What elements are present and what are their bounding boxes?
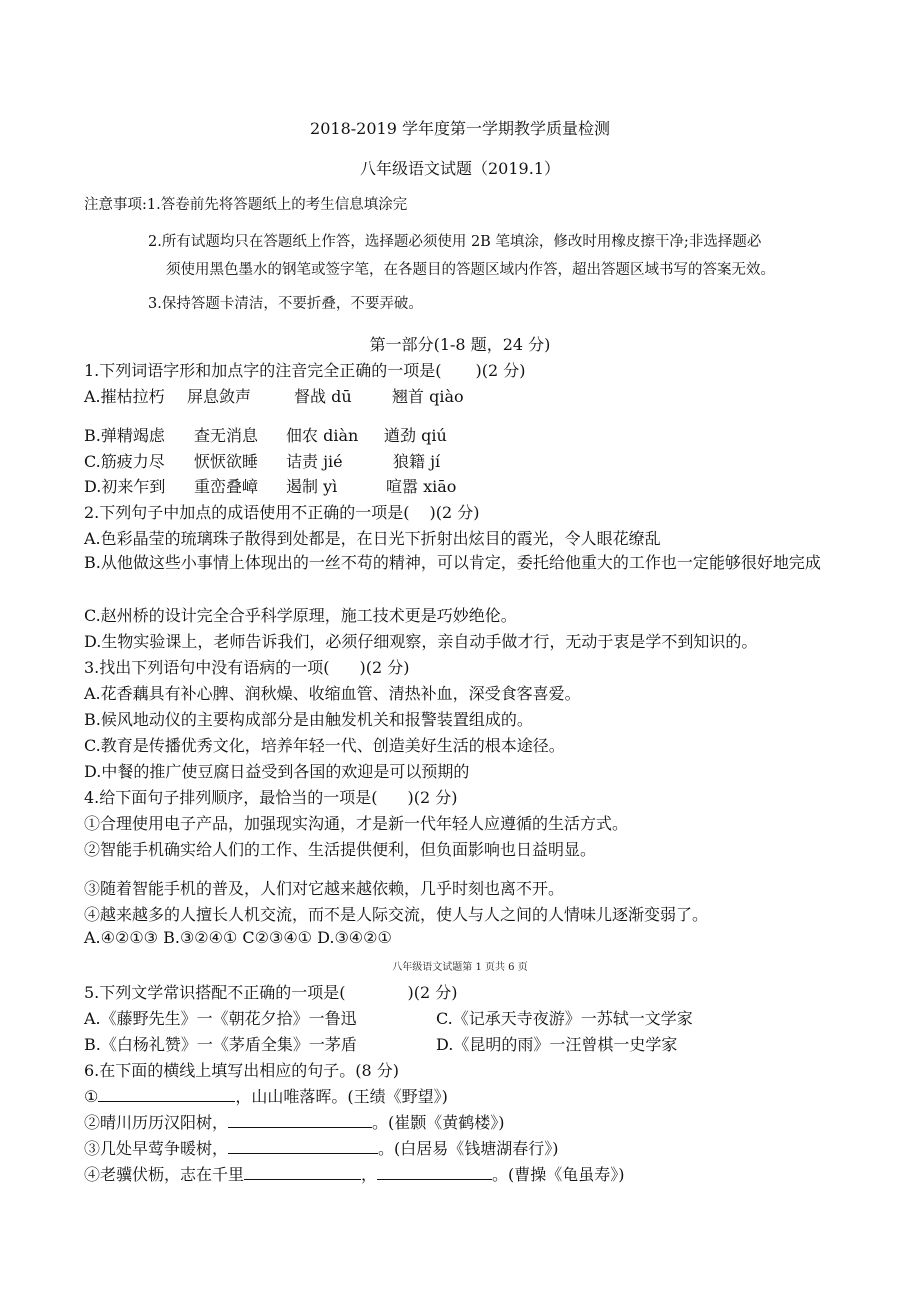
question-5-option-c: C.《记承天寺夜游》一苏轼一文学家: [436, 1009, 693, 1028]
question-2-stem: [84, 500, 480, 523]
question-1-option-a: [84, 384, 464, 407]
question-5-stem-text: 5.下列文学常识搭配不正确的一项是(: [84, 983, 346, 1002]
question-3-score: )(2 分): [359, 658, 410, 677]
question-2-option-a: A.色彩晶莹的琉璃珠子散得到处都是，在日光下折射出炫目的霞光，令人眼花缭乱: [84, 529, 661, 548]
section-heading: 第一部分(1-8 题，24 分): [369, 335, 551, 354]
option-word: B.弹精竭虑: [84, 426, 165, 445]
answer-blank[interactable]: [377, 1163, 492, 1180]
option-word: D.初来乍到: [84, 477, 166, 496]
question-1-score: )(2 分): [475, 361, 526, 380]
question-3-option-c: C.教育是传播优秀文化，培养年轻一代、创造美好生活的根本途径。: [84, 736, 565, 755]
question-5-stem: [84, 980, 458, 1003]
question-4-stem: [84, 785, 458, 808]
question-5-option-a: A.《藤野先生》一《朝花夕拾》一鲁迅: [84, 1009, 357, 1028]
question-3-option-a: A.花香藕具有补心脾、润秋燥、收缩血管、清热补血，深受食客喜爱。: [84, 684, 581, 703]
question-3-option-d: D.中餐的推广使豆腐日益受到各国的欢迎是可以预期的: [84, 762, 470, 781]
question-3-stem-text: 3.找出下列语句中没有语病的一项(: [84, 658, 330, 677]
question-1-option-b: [84, 423, 447, 446]
exam-subtitle: 八年级语文试题（2019.1）: [360, 159, 560, 178]
option-word: 屏息敛声: [187, 387, 252, 406]
question-2-score: )(2 分): [429, 503, 480, 522]
question-2-option-d: D.生物实验课上，老师告诉我们，必须仔细观察，亲自动手做才行，无动于衷是学不到知识的。: [84, 632, 758, 651]
question-2-option-c: C.赵州桥的设计完全合乎科学原理，施工技术更是巧妙绝伦。: [84, 606, 517, 625]
answer-blank[interactable]: [98, 1085, 235, 1102]
question-5-option-d: D.《昆明的雨》一汪曾棋一史学家: [436, 1035, 678, 1054]
option-word: 喧嚣 xiāo: [386, 477, 457, 496]
question-5-score: )(2 分): [407, 983, 458, 1002]
question-4-score: )(2 分): [407, 788, 458, 807]
option-word: 遒劲 qiú: [384, 426, 447, 445]
exam-title: 2018-2019 学年度第一学期教学质量检测: [310, 119, 610, 138]
question-4-sentence-1: ①合理使用电子产品，加强现实沟通，才是新一代年轻人应遵循的生活方式。: [84, 814, 629, 833]
question-6-line-4: [84, 1162, 625, 1185]
answer-blank[interactable]: [228, 1111, 372, 1128]
question-4-stem-text: 4.给下面句子排列顺序，最恰当的一项是(: [84, 788, 378, 807]
question-6-line-3: [84, 1136, 559, 1159]
option-word: 佃农 diàn: [286, 426, 359, 445]
question-6-stem: 6.在下面的横线上填写出相应的句子。(8 分): [84, 1061, 400, 1080]
question-3-stem: [84, 655, 410, 678]
question-4-options: A.④②①③ B.③②④① C②③④① D.③④②①: [84, 928, 392, 947]
question-4-sentence-4: ④越来越多的人擅长人机交流，而不是人际交流，使人与人之间的人情味儿逐渐变弱了。: [84, 905, 709, 924]
notice-item-2: [148, 228, 848, 284]
option-word: 督战 dū: [294, 387, 352, 406]
option-word: C.筋疲力尽: [84, 452, 165, 471]
question-4-sentence-2: ②智能手机确实给人们的工作、生活提供便利，但负面影响也日益明显。: [84, 840, 597, 859]
question-5-row-2: [84, 1032, 677, 1055]
question-5-row-1: [84, 1006, 693, 1029]
option-word: 恹恹欲睡: [194, 452, 259, 471]
line-text: ②晴川历历汉阳树，: [84, 1113, 229, 1132]
option-word: 重峦叠嶂: [194, 477, 259, 496]
line-text: 。(曹操《龟虽寿》): [492, 1165, 625, 1184]
page-footer: 八年级语文试题第 1 页共 6 页: [392, 962, 528, 973]
option-word: A.摧枯拉朽: [84, 387, 165, 406]
answer-blank[interactable]: [228, 1137, 378, 1154]
line-text: ，山山唯落晖。(王绩《野望》): [235, 1087, 448, 1106]
option-word: 诘责 jié: [286, 452, 343, 471]
answer-blank[interactable]: [244, 1163, 361, 1180]
question-3-option-b: B.候风地动仪的主要构成部分是由触发机关和报警装置组成的。: [84, 710, 533, 729]
question-1-option-c: [84, 449, 440, 472]
question-6-line-2: [84, 1110, 505, 1133]
line-text: ④老骥伏枥，志在千里: [84, 1165, 245, 1184]
option-word: 遏制 yì: [286, 477, 338, 496]
option-word: 狼籍 jí: [393, 452, 441, 471]
question-1-stem: [84, 358, 526, 381]
question-4-sentence-3: ③随着智能手机的普及，人们对它越来越依赖，几乎时刻也离不开。: [84, 879, 565, 898]
notice-label: 注意事项:1.答卷前先将答题纸上的考生信息填涂完: [84, 197, 408, 213]
option-word: 查无消息: [194, 426, 259, 445]
line-text: ③几处早莺争暖树，: [84, 1139, 229, 1158]
line-text: ，: [361, 1165, 378, 1184]
line-text: 。(白居易《钱塘湖春行》): [378, 1139, 559, 1158]
notice-item-2-line1: 2.所有试题均只在答题纸上作答，选择题必须使用 2B 笔填涂，修改时用橡皮擦干净;非选择题必: [148, 234, 762, 250]
question-6-line-1: [84, 1084, 448, 1107]
question-1-stem-text: 1.下列词语字形和加点字的注音完全正确的一项是(: [84, 361, 442, 380]
line-text: 。(崔颢《黄鹤楼》): [372, 1113, 505, 1132]
question-2-stem-text: 2.下列句子中加点的成语使用不正确的一项是(: [84, 503, 410, 522]
question-1-option-d: [84, 474, 456, 497]
line-text: ①: [84, 1087, 99, 1106]
question-2-option-b: B.从他做这些小事情上体现出的一丝不苟的精神，可以肯定，委托给他重大的工作也一定能够很好地完成: [84, 553, 821, 572]
notice-item-2-line2: 须使用黑色墨水的钢笔或签字笔，在各题目的答题区域内作答，超出答题区域书写的答案无效。: [166, 262, 775, 278]
notice-item-3: 3.保持答题卡清洁，不要折叠，不要弄破。: [148, 296, 423, 312]
option-word: 翘首 qiào: [392, 387, 464, 406]
question-5-option-b: B.《白杨礼赞》一《茅盾全集》一茅盾: [84, 1035, 357, 1054]
